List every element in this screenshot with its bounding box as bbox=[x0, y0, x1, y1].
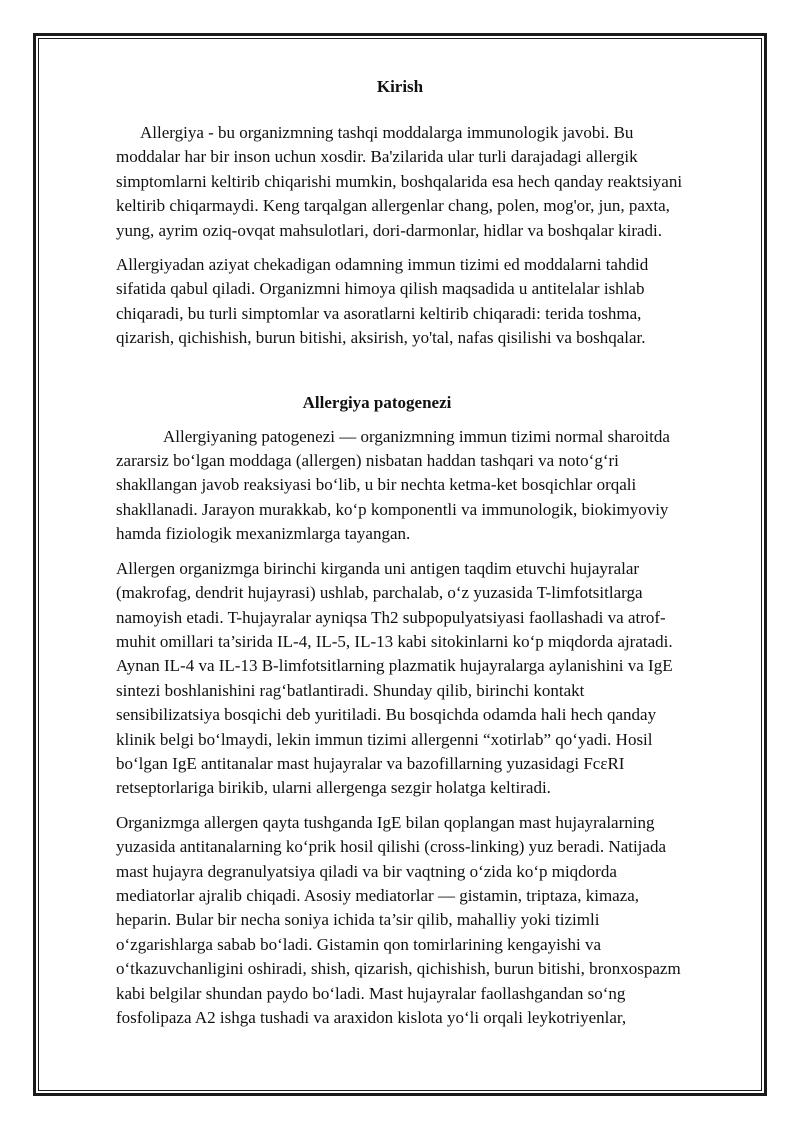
document-body bbox=[116, 72, 684, 1040]
section-title-kirish: Kirish bbox=[376, 77, 424, 96]
paragraph: Allergiya - bu organizmning tashqi moddalarga immunologik javobi. Bu moddalar har bir inson uchun xosdir. Ba'zilarida ular turli darajadagi allergik simptomlarni keltirib chiqarishi mumkin, boshqalarida esa hech qanday reaktsiyani keltirib chiqarmaydi. Keng tarqalgan allergenlar chang, polen, mog'or, jun, paxta, yung, ayrim oziq-ovqat mahsulotlari, dori-darmonlar, hidlar va boshqalar kiradi. bbox=[116, 123, 683, 240]
paragraph: Organizmga allergen qayta tushganda IgE bilan qoplangan mast hujayralarning yuzasida antitanalarning ko‘prik hosil qilishi (cross-linking) yuz beradi. Natijada mast hujayra degranulyatsiya qiladi va bir vaqtning o‘zida ko‘p miqdorda mediatorlar ajralib chiqadi. Asosiy mediatorlar — gistamin, triptaza, kimaza, heparin. Bular bir necha soniya ichida ta’sir qilib, mahalliy yoki tizimli o‘zgarishlarga sabab bo‘ladi. Gistamin qon tomirlarining kengayishi va o‘tkazuvchanligini oshiradi, shish, qizarish, qichishish, burun bitishi, bronxospazm kabi belgilar shundan paydo bo‘ladi. Mast hujayralar faollashgandan so‘ng fosfolipaza A2 ishga tushadi va araxidon kislota yo‘li orqali leykotriyenlar, bbox=[116, 812, 681, 1027]
paragraph: Allergiyaning patogenezi — organizmning immun tizimi normal sharoitda zararsiz bo‘lgan moddaga (allergen) nisbatan haddan tashqari va noto‘g‘ri shakllangan javob reaksiyasi bo‘lib, u bir nechta ketma-ket bosqichlar orqali shakllanadi. Jarayon murakkab, ko‘p komponentli va immunologik, biokimyoviy hamda fiziologik mexanizmlarga tayangan. bbox=[116, 426, 670, 544]
paragraph: Allergiyadan aziyat chekadigan odamning immun tizimi ed moddalarni tahdid sifatida qabul qiladi. Organizmni himoya qilish maqsadida u antitelalar ishlab chiqaradi, bu turli simptomlar va asoratlarni keltirib chiqaradi: terida toshma, qizarish, qichishish, burun bitishi, aksirish, yo'tal, nafas qisilishi va boshqalar. bbox=[116, 255, 649, 348]
section-title-patogenez: Allergiya patogenezi bbox=[302, 392, 452, 412]
paragraph: Allergen organizmga birinchi kirganda uni antigen taqdim etuvchi hujayralar (makrofag, dendrit hujayrasi) ushlab, parchalab, o‘z yuzasida T-limfotsitlarga namoyish etadi. T-hujayralar ayniqsa Th2 subpopulyatsiyasi faollashadi va atrof-muhit omillari ta’sirida IL-4, IL-5, IL-13 kabi sitokinlarni ko‘p miqdorda ajratadi. Aynan IL-4 va IL-13 B-limfotsitlarning plazmatik hujayralarga aylanishini va IgE sintezi boshlanishini rag‘batlantiradi. Shunday qilib, birinchi kontakt sensibilizatsiya bosqichi deb yuritiladi. Bu bosqichda odamda hali hech qanday klinik belgi bo‘lmaydi, lekin immun tizimi allergenni “xotirlab” qo‘yadi. Hosil bo‘lgan IgE antitanalar mast hujayralar va bazofillarning yuzasidagi FcεRI retseptorlariga birikib, ularni allergenga sezgir holatga keltiradi. bbox=[116, 558, 673, 798]
